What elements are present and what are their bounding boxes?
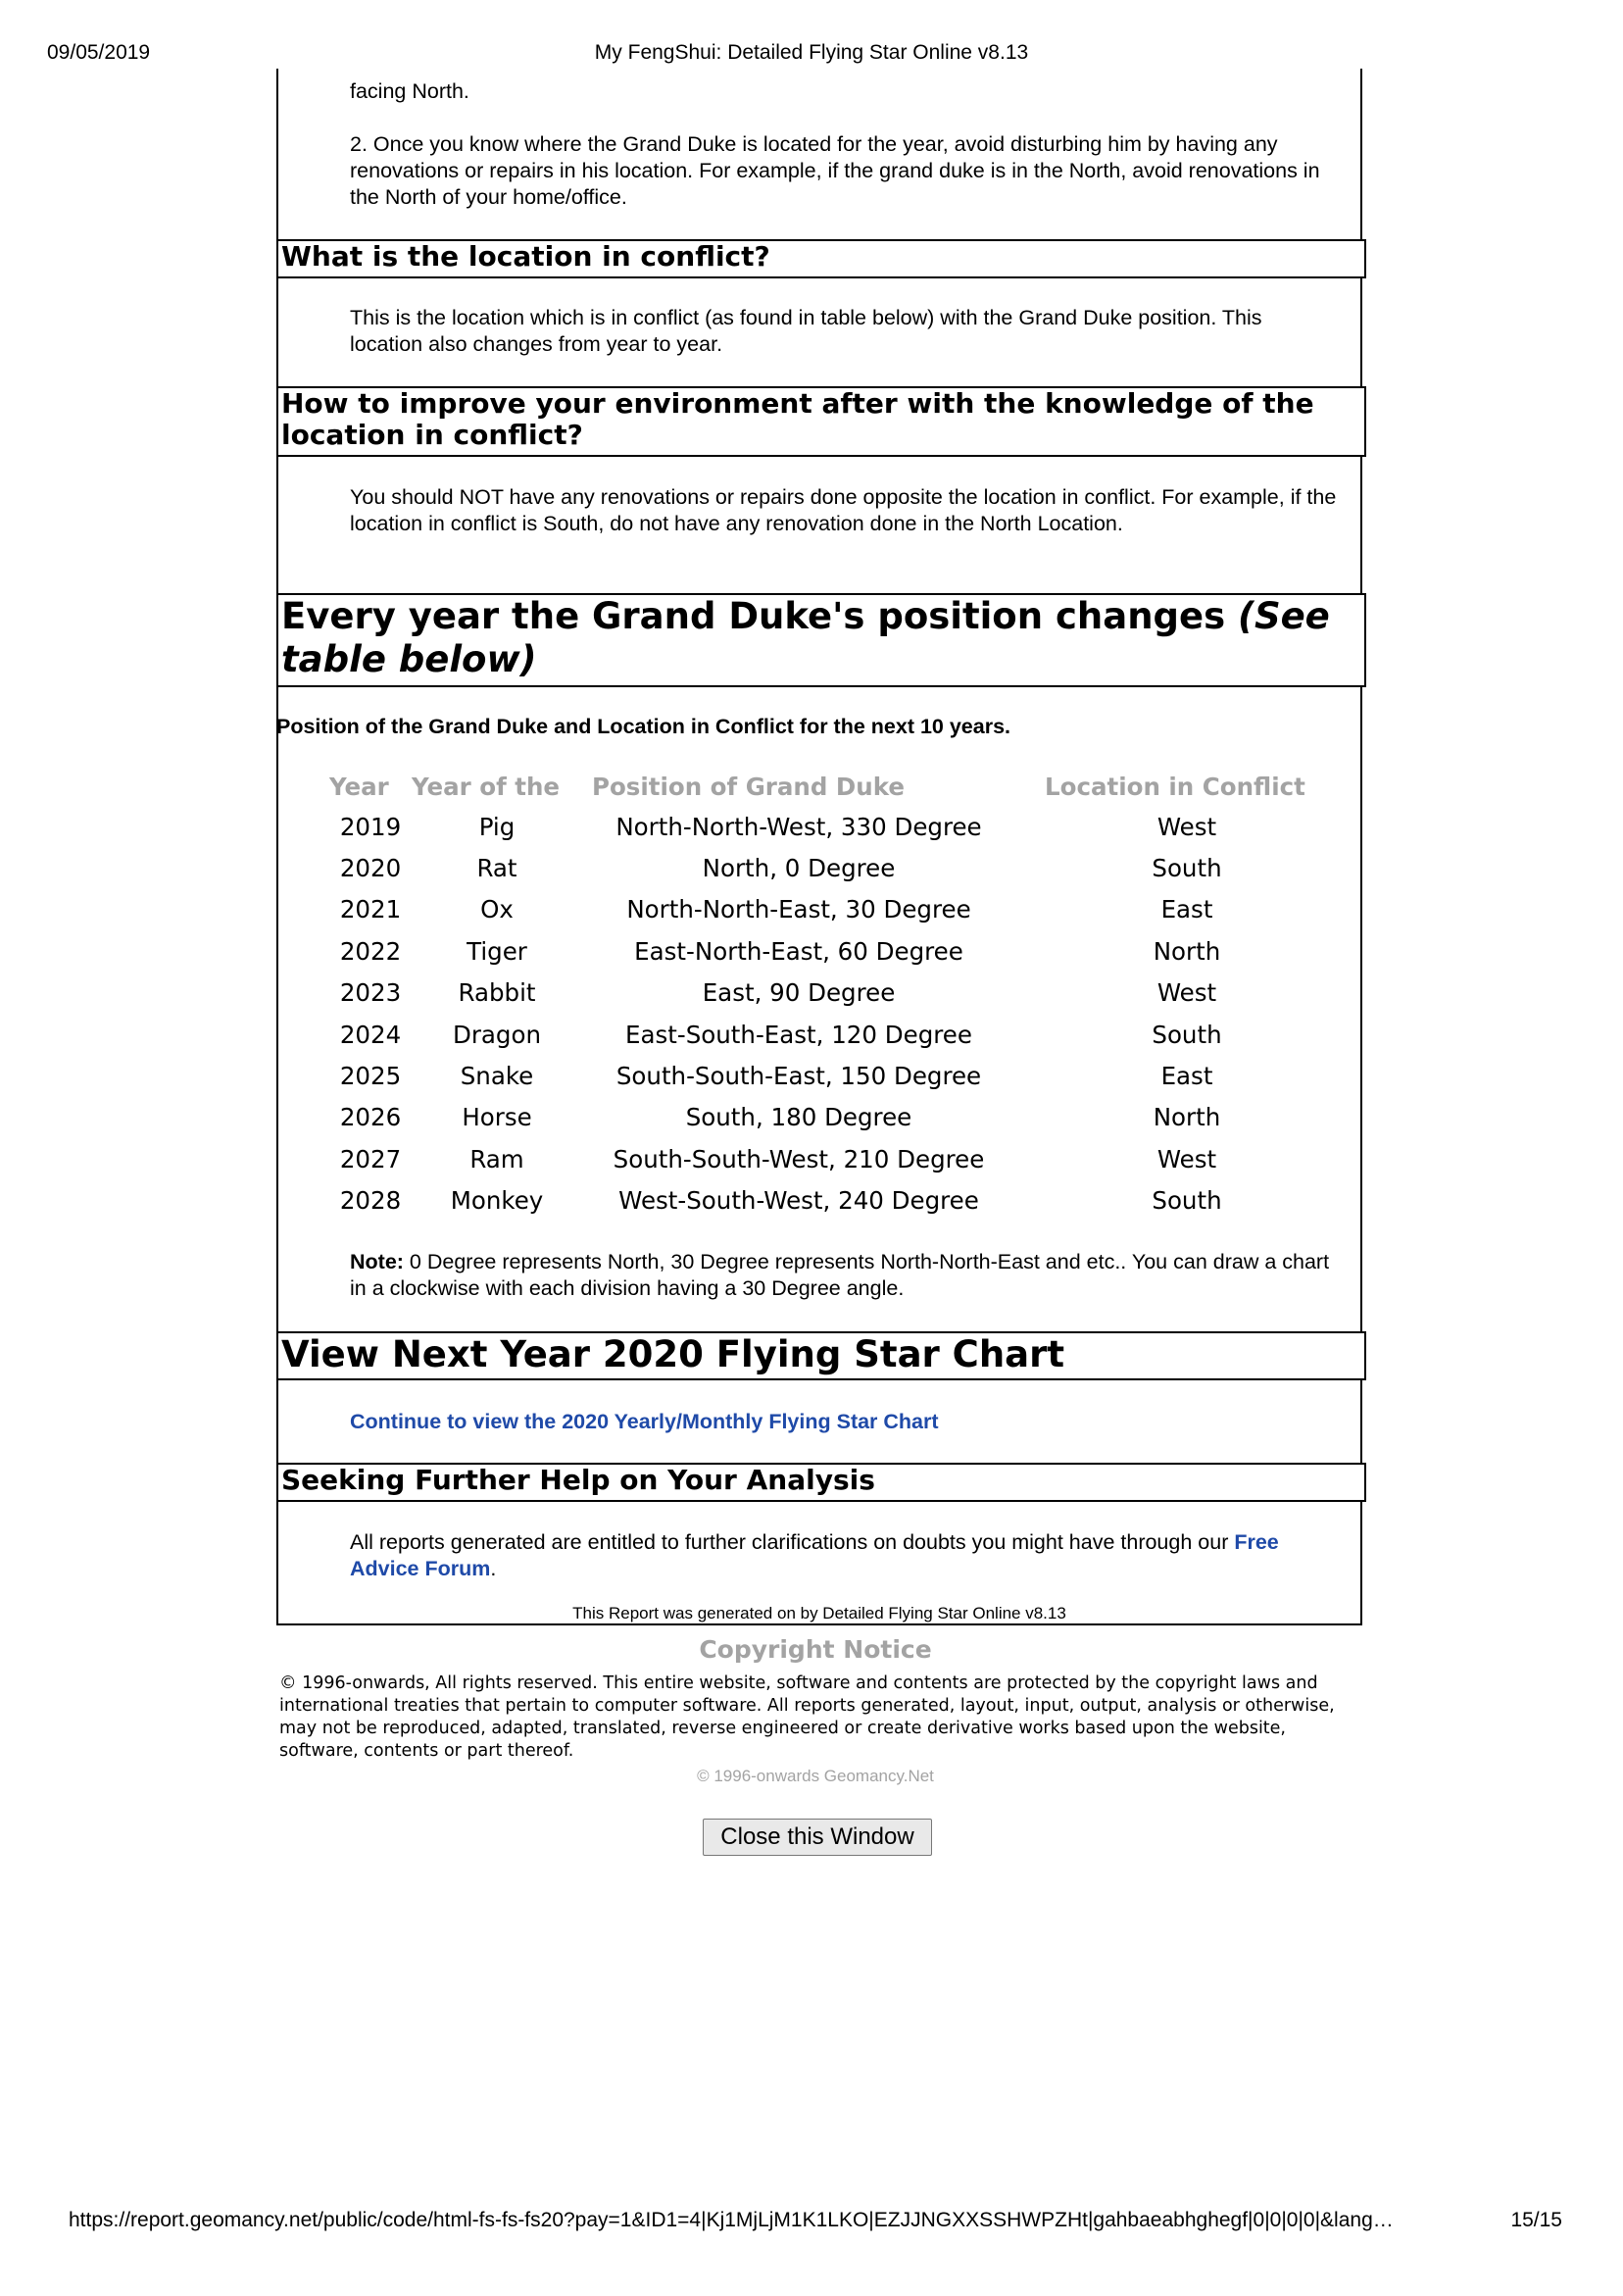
table-caption: Position of the Grand Duke and Location in Conflict for the next 10 years.: [276, 715, 1011, 738]
free-advice-forum-link[interactable]: Free Advice Forum: [350, 1530, 1279, 1580]
cell-conflict: West: [1156, 978, 1217, 1008]
help-text-body: All reports generated are entitled to further clarifications on doubts you might have through our: [350, 1530, 1235, 1554]
note-text: 0 Degree represents North, 30 Degree represents North-North-East and etc.. You can draw a chart in a clockwise with each division having a 30 Degree angle.: [350, 1250, 1330, 1300]
cell-animal: Monkey: [450, 1186, 544, 1216]
next-year-chart-link[interactable]: Continue to view the 2020 Yearly/Monthly Flying Star Chart: [350, 1410, 939, 1433]
grand-duke-point-2: 2. Once you know where the Grand Duke is located for the year, avoid disturbing him by having any renovations or repairs in his location. For example, if the grand duke is in the North, avoid renovations in the North of your home/office.: [350, 132, 1320, 209]
table-header-row: [329, 767, 1358, 806]
table-row: [329, 1014, 1358, 1055]
cell-conflict: South: [1152, 854, 1222, 883]
cell-conflict: South: [1152, 1020, 1222, 1049]
cell-position: North-North-West, 330 Degree: [615, 812, 982, 841]
improve-heading: How to improve your environment after with the knowledge of the location in conflict?: [276, 386, 1366, 457]
cell-animal: Horse: [462, 1103, 532, 1132]
cell-position: North-North-East, 30 Degree: [626, 895, 971, 924]
cell-conflict: West: [1156, 812, 1217, 841]
copyright-text: © 1996-onwards, All rights reserved. This entire website, software and contents are protected by the copyright laws and international treaties that pertain to computer software. All reports generated, layout, input, output, analysis or otherwise, may not be reproduced, adapted, translated, reverse engineered or create derivative works based upon the website, software, contents or part thereof.: [279, 1673, 1335, 1761]
yearly-heading-italic: (See table below): [281, 595, 1330, 680]
cell-year: 2028: [339, 1186, 402, 1216]
print-url: https://report.geomancy.net/public/code/html-fs-fs-fs20?pay=1&ID1=4|Kj1MjLjM1K1LKO|EZJJNGXXSSHWPZHt|gahbaeabhghegf|0|0|0|0|&lang…: [69, 2209, 1394, 2231]
cell-animal: Ox: [480, 895, 514, 924]
cell-conflict: West: [1156, 1144, 1217, 1173]
grand-duke-continued-text: facing North.: [350, 79, 469, 103]
cell-position: East, 90 Degree: [702, 978, 896, 1008]
cell-animal: Rat: [476, 854, 517, 883]
help-text-end: .: [490, 1557, 497, 1580]
cell-animal: Snake: [460, 1062, 534, 1091]
print-page-number: 15/15: [1510, 2209, 1562, 2231]
cell-year: 2021: [339, 895, 402, 924]
help-heading: Seeking Further Help on Your Analysis: [276, 1463, 1366, 1502]
column-header-year: Year: [329, 772, 389, 801]
table-row: [329, 1138, 1358, 1179]
next-year-link-row: [350, 1409, 1340, 1435]
improve-text: You should NOT have any renovations or repairs done opposite the location in conflict. For example, if the location in conflict is South, do not have any renovation done in the North Location.: [350, 485, 1337, 535]
conflict-heading: What is the location in conflict?: [276, 239, 1366, 278]
column-header-conflict: Location in Conflict: [1045, 772, 1305, 801]
table-row: [329, 973, 1358, 1014]
cell-position: North, 0 Degree: [702, 854, 896, 883]
grand-duke-table: [329, 767, 1358, 1222]
table-row: [329, 847, 1358, 888]
table-row: [329, 1055, 1358, 1096]
table-row: [329, 1097, 1358, 1138]
cell-year: 2026: [339, 1103, 402, 1132]
cell-year: 2022: [339, 936, 402, 966]
table-row: [329, 806, 1358, 847]
yearly-heading-text: Every year the Grand Duke's position changes: [281, 595, 1226, 637]
cell-animal: Pig: [478, 812, 516, 841]
cell-year: 2020: [339, 854, 402, 883]
cell-position: South-South-East, 150 Degree: [615, 1062, 982, 1091]
cell-conflict: East: [1160, 1062, 1213, 1091]
yearly-heading: [276, 593, 1366, 687]
print-page-title: My FengShui: Detailed Flying Star Online v8.13: [594, 41, 1029, 64]
table-row: [329, 889, 1358, 930]
cell-conflict: East: [1160, 895, 1213, 924]
column-header-year-of: Year of the: [412, 772, 561, 801]
cell-year: 2025: [339, 1062, 402, 1091]
cell-animal: Ram: [469, 1144, 524, 1173]
report-generated-line: This Report was generated on by Detailed Flying Star Online v8.13: [572, 1604, 1066, 1622]
cell-animal: Rabbit: [458, 978, 536, 1008]
copyright-small: © 1996-onwards Geomancy.Net: [697, 1767, 934, 1785]
cell-conflict: North: [1153, 936, 1221, 966]
help-text: [350, 1529, 1340, 1582]
table-note: [350, 1249, 1340, 1302]
column-header-position: Position of Grand Duke: [592, 772, 905, 801]
next-year-heading: View Next Year 2020 Flying Star Chart: [276, 1331, 1366, 1380]
cell-conflict: North: [1153, 1103, 1221, 1132]
cell-position: South, 180 Degree: [685, 1103, 912, 1132]
cell-conflict: South: [1152, 1186, 1222, 1216]
cell-position: East-North-East, 60 Degree: [634, 936, 963, 966]
note-label: Note:: [350, 1250, 404, 1273]
cell-position: South-South-West, 210 Degree: [613, 1144, 985, 1173]
conflict-text: This is the location which is in conflict (as found in table below) with the Grand Duke position. This location also changes from year to year.: [350, 306, 1262, 356]
cell-animal: Dragon: [452, 1020, 542, 1049]
table-row: [329, 1180, 1358, 1222]
cell-year: 2023: [339, 978, 402, 1008]
cell-animal: Tiger: [467, 936, 527, 966]
cell-position: East-South-East, 120 Degree: [625, 1020, 972, 1049]
cell-year: 2019: [339, 812, 402, 841]
cell-position: West-South-West, 240 Degree: [618, 1186, 979, 1216]
cell-year: 2024: [339, 1020, 402, 1049]
cell-year: 2027: [339, 1144, 402, 1173]
table-row: [329, 930, 1358, 972]
copyright-title: Copyright Notice: [699, 1635, 932, 1664]
close-window-button[interactable]: Close this Window: [703, 1819, 932, 1856]
print-date: 09/05/2019: [47, 41, 151, 64]
